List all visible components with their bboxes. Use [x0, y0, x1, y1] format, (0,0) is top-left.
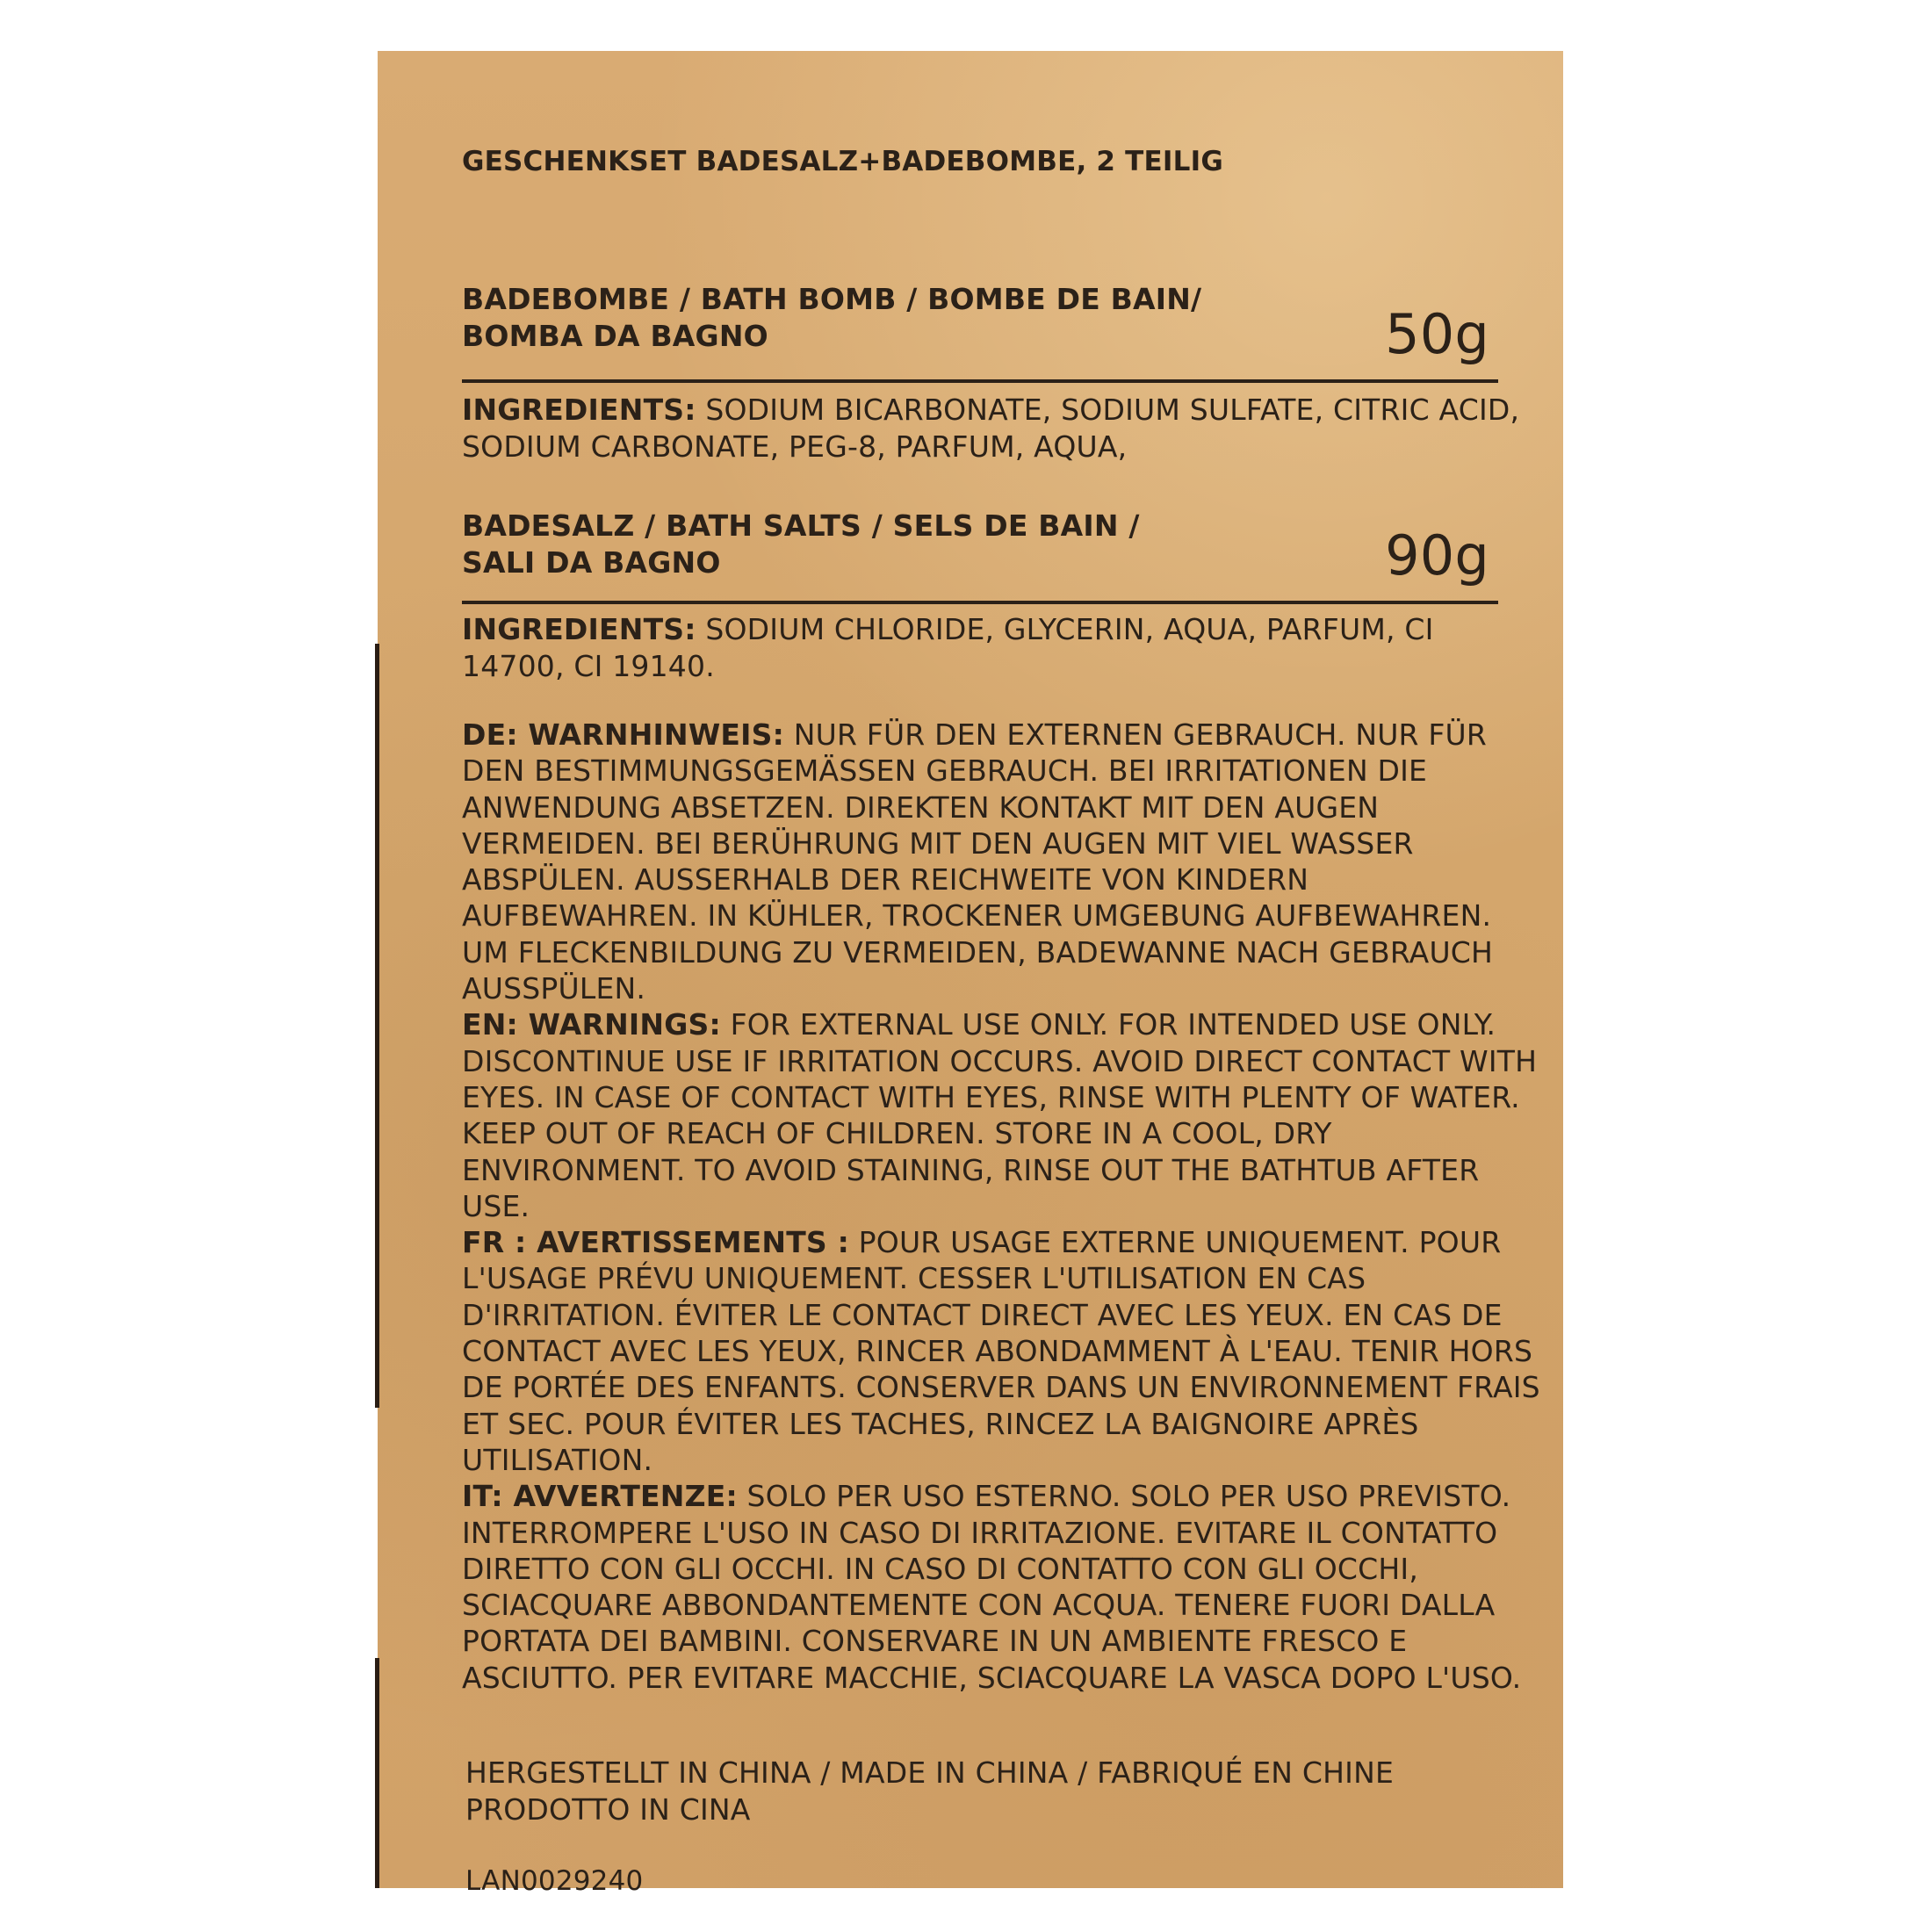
warning-text: SOLO PER USO ESTERNO. SOLO PER USO PREVISTO. INTERROMPERE L'USO IN CASO DI IRRITAZIONE. EVITARE IL CONTATTO DIRETTO CON GLI OCCHI. IN CASO DI CONTATTO CON GLI OCCHI, SCIACQUARE ABBONDANTEMENTE CON ACQUA. TENERE FUORI DALLA PORTATA DEI BAMBINI. CONSERVARE IN UN AMBIENTE FRESCO E ASCIUTTO. PER EVITARE MACCHIE, SCIACQUARE LA VASCA DOPO L'USO. — [462, 1479, 1522, 1695]
country-of-origin: HERGESTELLT IN CHINA / MADE IN CHINA / FABRIQUÉ EN CHINE PRODOTTO IN CINA — [465, 1755, 1395, 1827]
warning-en — [462, 1006, 1542, 1224]
warning-text: NUR FÜR DEN EXTERNEN GEBRAUCH. NUR FÜR DEN BESTIMMUNGSGEMÄSSEN GEBRAUCH. BEI IRRITATIONEN DIE ANWENDUNG ABSETZEN. DIREKTEN KONTAKT MIT DEN AUGEN VERMEIDEN. BEI BERÜHRUNG MIT DEN AUGEN MIT VIEL WASSER ABSPÜLEN. AUSSERHALB DER REICHWEITE VON KINDERN AUFBEWAHREN. IN KÜHLER, TROCKENER UMGEBUNG AUFBEWAHREN. UM FLECKENBILDUNG ZU VERMEIDEN, BADEWANNE NACH GEBRAUCH AUSSPÜLEN. — [462, 717, 1494, 1006]
product-label-card — [378, 51, 1563, 1897]
ingredients-bath-bomb — [462, 392, 1542, 465]
ingredients-bath-salts — [462, 611, 1542, 685]
card-edge-shadow — [375, 1658, 379, 1888]
warning-label: IT: AVVERTENZE: — [462, 1479, 738, 1514]
product-weight: 50g — [1385, 302, 1489, 366]
warning-text: FOR EXTERNAL USE ONLY. FOR INTENDED USE ONLY. DISCONTINUE USE IF IRRITATION OCCURS. AVOID DIRECT CONTACT WITH EYES. IN CASE OF CONTACT WITH EYES, RINSE WITH PLENTY OF WATER. KEEP OUT OF REACH OF CHILDREN. STORE IN A COOL, DRY ENVIRONMENT. TO AVOID STAINING, RINSE OUT THE BATHTUB AFTER USE. — [462, 1007, 1538, 1223]
product-bath-bomb — [462, 281, 1498, 366]
warning-fr — [462, 1224, 1542, 1478]
warning-label: FR : AVERTISSEMENTS : — [462, 1225, 849, 1260]
ingredients-list: SODIUM CHLORIDE, GLYCERIN, AQUA, PARFUM, CI 14700, CI 19140. — [462, 612, 1434, 683]
warnings-section — [462, 717, 1542, 1696]
article-code: LAN0029240 — [465, 1865, 644, 1897]
divider-rule — [462, 601, 1498, 604]
ingredients-list: SODIUM BICARBONATE, SODIUM SULFATE, CITRIC ACID, SODIUM CARBONATE, PEG-8, PARFUM, AQUA, — [462, 393, 1520, 464]
product-bath-salts — [462, 508, 1498, 588]
ingredients-label: INGREDIENTS: — [462, 612, 696, 646]
product-name: BADESALZ / BATH SALTS / SELS DE BAIN / SALI DA BAGNO — [462, 508, 1140, 580]
ingredients-label: INGREDIENTS: — [462, 393, 696, 427]
warning-text: POUR USAGE EXTERNE UNIQUEMENT. POUR L'USAGE PRÉVU UNIQUEMENT. CESSER L'UTILISATION EN CAS D'IRRITATION. ÉVITER LE CONTACT DIRECT AVEC LES YEUX. EN CAS DE CONTACT AVEC LES YEUX, RINCER ABONDAMMENT À L'EAU. TENIR HORS DE PORTÉE DES ENFANTS. CONSERVER DANS UN ENVIRONNEMENT FRAIS ET SEC. POUR ÉVITER LES TACHES, RINCEZ LA BAIGNOIRE APRÈS UTILISATION. — [462, 1225, 1540, 1477]
warning-label: EN: WARNINGS: — [462, 1007, 721, 1042]
product-set-title: GESCHENKSET BADESALZ+BADEBOMBE, 2 TEILIG — [462, 146, 1223, 177]
warning-de — [462, 717, 1542, 1006]
warning-it — [462, 1478, 1542, 1696]
card-edge-shadow — [375, 644, 379, 1408]
warning-label: DE: WARNHINWEIS: — [462, 717, 785, 752]
product-weight: 90g — [1385, 523, 1489, 588]
product-name: BADEBOMBE / BATH BOMB / BOMBE DE BAIN/ BOMBA DA BAGNO — [462, 282, 1202, 353]
divider-rule — [462, 379, 1498, 383]
